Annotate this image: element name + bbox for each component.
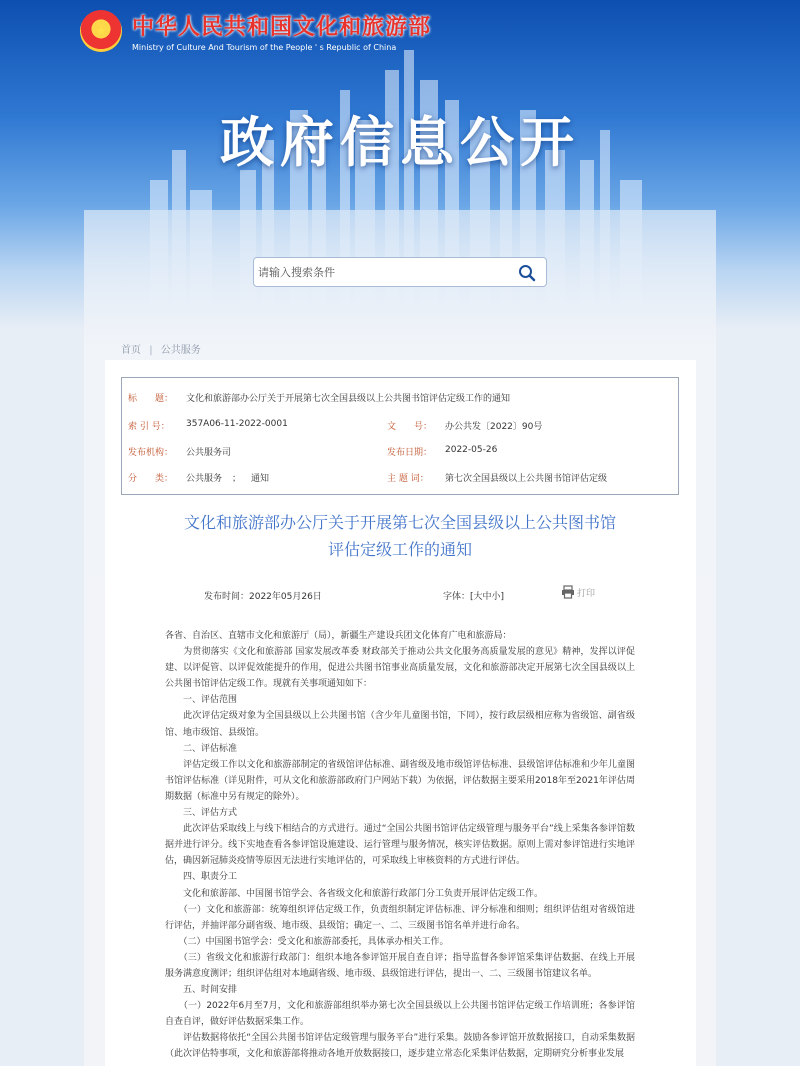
search-box — [253, 257, 547, 287]
article-paragraph: 此次评估采取线上与线下相结合的方式进行。通过“全国公共图书馆评估定级管理与服务平台”线上采集各参评馆数据并进行评分。线下实地查看各参评馆设施建设、运行管理与服务情况，核实评估数据。原则上需对参评馆进行实地评估，确因新冠肺炎疫情等原因无法进行实地评估的，可采取线上审核资料的方式进行评估。 — [165, 824, 635, 867]
article-paragraph: 二、评估标准 — [165, 743, 238, 754]
site-name-cn: 中华人民共和国文化和旅游部 — [132, 15, 432, 40]
title-label: 标 题： — [128, 394, 174, 404]
docno-value: 办公共发〔2022〕90号 — [445, 422, 543, 432]
date-label: 发布日期： — [387, 448, 433, 458]
issuer-label: 发布机构： — [128, 448, 174, 458]
ministry-logo[interactable] — [80, 10, 431, 52]
category-value-1: 公共服务 — [186, 474, 223, 484]
article-paragraph: 文化和旅游部、中国图书馆学会、各省级文化和旅游行政部门分工负责开展评估定级工作。 — [165, 888, 544, 899]
breadcrumb-separator: | — [149, 345, 153, 356]
title-value: 文化和旅游部办公厅关于开展第七次全国县级以上公共图书馆评估定级工作的通知 — [186, 394, 511, 404]
printer-icon — [561, 585, 575, 599]
site-name-en: Ministry of Culture And Tourism of the People ' s Republic of China — [132, 43, 397, 52]
article-paragraph: （三）省级文化和旅游行政部门：组织本地各参评馆开展自查自评；指导监督各参评馆采集评估数据、在线上开展服务满意度测评；组织评估组对本地副省级、地市级、县级馆进行评估，提出一、二、三级图书馆建议名单。 — [165, 952, 635, 979]
date-value: 2022-05-26 — [445, 445, 498, 455]
national-emblem-icon: ★ — [80, 10, 122, 52]
article-paragraph: （二）中国图书馆学会：受文化和旅游部委托，具体承办相关工作。 — [165, 936, 449, 947]
index-value: 357A06-11-2022-0001 — [186, 419, 288, 429]
article-body — [165, 628, 635, 1063]
article-paragraph: 五、时间安排 — [165, 985, 238, 996]
article-paragraph: 一、评估范围 — [165, 695, 238, 706]
article-paragraph: 四、职责分工 — [165, 872, 238, 883]
article-title — [150, 509, 650, 563]
topic-value: 第七次全国县级以上公共图书馆评估定级 — [445, 474, 608, 484]
article-title-line-1: 文化和旅游部办公厅关于开展第七次全国县级以上公共图书馆 — [183, 513, 616, 532]
topic-label: 主 题 词： — [387, 474, 429, 484]
category-separator: ； — [232, 474, 242, 484]
font-size-selector[interactable]: 字体：[大中小] — [443, 592, 505, 602]
article-paragraph: 各省、自治区、直辖市文化和旅游厅（局），新疆生产建设兵团文化体育广电和旅游局： — [165, 631, 512, 641]
article-paragraph: 评估数据将依托“全国公共图书馆评估定级管理与服务平台”进行采集。鼓励各参评馆开放数据接口，自动采集数据（此次评估特事项，文化和旅游部将推动各地开放数据接口，逐步建立常态化采集评估数据，定期研究分析事业发展 — [165, 1033, 635, 1060]
docno-label: 文 号： — [387, 422, 433, 432]
search-input[interactable] — [254, 258, 504, 286]
article-paragraph: （一）文化和旅游部：统筹组织评估定级工作，负责组织制定评估标准、评分标准和细则；组织评估组对省级馆进行评估，并抽评部分副省级、地市级、县级馆；确定一、二、三级图书馆名单并进行命名。 — [165, 904, 635, 931]
article-title-line-2: 评估定级工作的通知 — [327, 540, 472, 559]
article-paragraph: 评估定级工作以文化和旅游部制定的省级馆评估标准、副省级及地市级馆评估标准、县级馆评估标准和少年儿童图书馆评估标准（详见附件，可从文化和旅游部政府门户网站下载）为依据，评估数据主要采用2018年至2021年评估周期数据（标准中另有规定的除外）。 — [165, 759, 635, 802]
print-label: 打印 — [577, 588, 596, 599]
category-value-2: 通知 — [251, 474, 270, 484]
category-label: 分 类： — [128, 474, 174, 484]
article-paragraph: 此次评估定级对象为全国县级以上公共图书馆（含少年儿童图书馆，下同），按行政层级相应称为省级馆、副省级馆、地市级馆、县级馆。 — [165, 711, 635, 738]
issuer-value: 公共服务司 — [186, 448, 232, 458]
breadcrumb — [121, 341, 201, 356]
search-icon[interactable] — [518, 264, 536, 282]
article-paragraph: （一）2022年6月至7月，文化和旅游部组织举办第七次全国县级以上公共图书馆评估定级工作培训班；各参评馆自查自评，做好评估数据采集工作。 — [165, 1001, 635, 1028]
breadcrumb-current[interactable]: 公共服务 — [160, 345, 201, 356]
document-info-table — [121, 377, 679, 495]
article-paragraph: 三、评估方式 — [165, 808, 238, 819]
print-button[interactable] — [561, 585, 595, 599]
publish-time: 发布时间：2022年05月26日 — [204, 592, 322, 602]
hero-title: 政府信息公开 — [220, 111, 580, 174]
index-label: 索 引 号： — [128, 422, 170, 432]
article-paragraph: 为贯彻落实《文化和旅游部 国家发展改革委 财政部关于推动公共文化服务高质量发展的意见》精神，发挥以评促建、以评促管、以评促效能提升的作用，促进公共图书馆事业高质量发展，文化和旅游部决定开展第七次全国县级以上公共图书馆评估定级工作。现就有关事项通知如下： — [165, 647, 635, 690]
breadcrumb-home[interactable]: 首页 — [121, 345, 141, 356]
